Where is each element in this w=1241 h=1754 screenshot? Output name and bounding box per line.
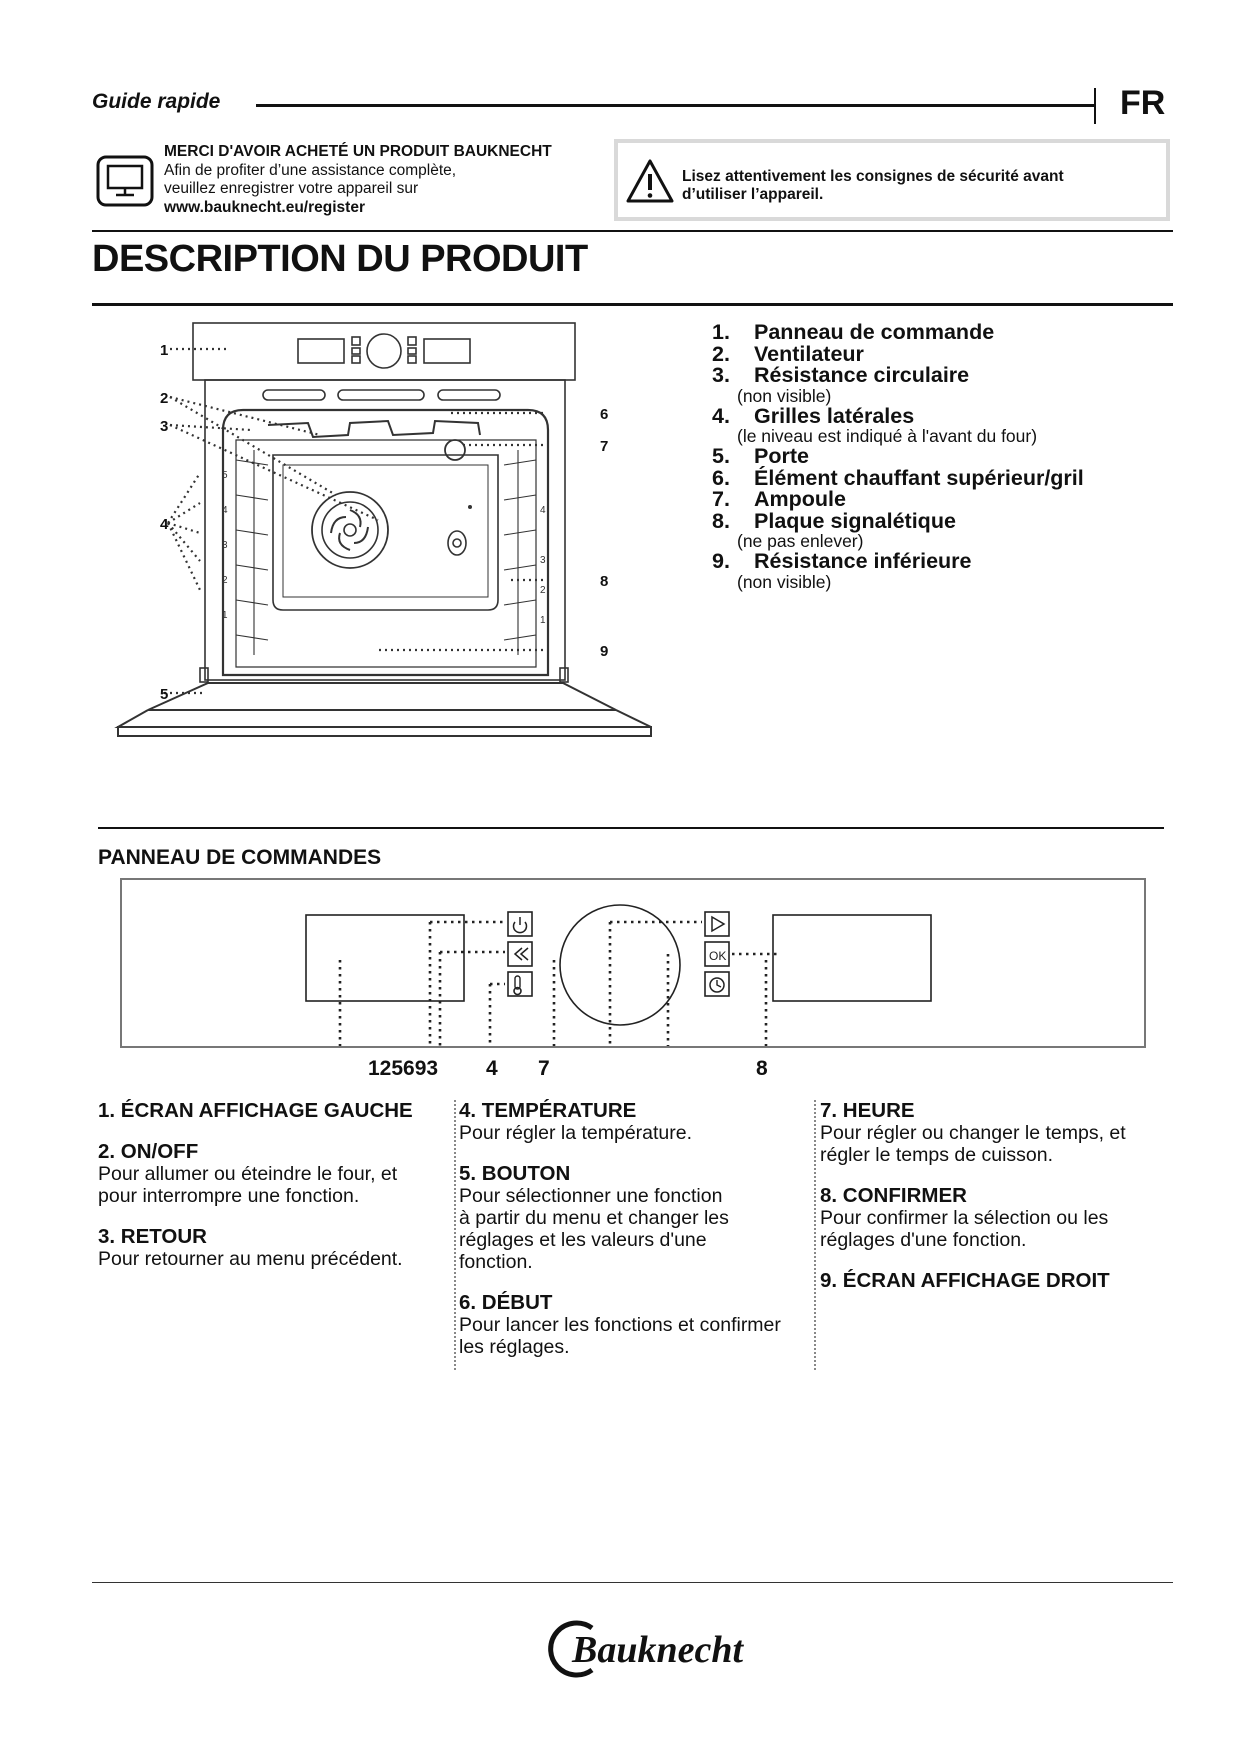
desc-title-1: 1. ÉCRAN AFFICHAGE GAUCHE <box>98 1099 413 1122</box>
description-column-3 <box>814 1100 1170 1370</box>
control-panel-title: PANNEAU DE COMMANDES <box>98 846 382 869</box>
oven-control-panel <box>193 323 575 380</box>
register-heading: MERCI D'AVOIR ACHETÉ UN PRODUIT BAUKNECHT <box>164 143 552 160</box>
desc-title-3: 3. RETOUR <box>98 1225 207 1248</box>
register-url[interactable]: www.bauknecht.eu/register <box>164 198 365 216</box>
selector-knob <box>560 905 680 1025</box>
desc-text-8a: Pour confirmer la sélection ou les <box>820 1207 1109 1229</box>
shelf-level-left-5: 5 <box>222 470 228 481</box>
diagram-label-5: 5 <box>160 686 169 703</box>
safety-warning-text <box>682 168 1152 204</box>
title-rule <box>92 303 1173 306</box>
header-rule <box>256 104 1094 107</box>
monitor-icon <box>96 155 154 207</box>
control-panel-diagram <box>120 878 1146 1048</box>
product-description-title: DESCRIPTION DU PRODUIT <box>92 238 588 280</box>
desc-text-4a: Pour régler la température. <box>459 1122 693 1144</box>
desc-text-5b: à partir du menu et changer les <box>459 1207 729 1229</box>
legend-number: 2. <box>712 341 730 366</box>
diagram-label-9: 9 <box>600 643 609 660</box>
legend-item-3 <box>712 365 1084 387</box>
legend-label: Grilles latérales <box>754 403 915 428</box>
legend-item-5 <box>712 446 1084 468</box>
desc-title-6: 6. DÉBUT <box>459 1291 553 1314</box>
desc-text-5d: fonction. <box>459 1251 533 1273</box>
legend-label: Ampoule <box>754 487 846 511</box>
register-line-2: Afin de profiter d’une assistance complète, <box>164 161 457 179</box>
shelf-level-right-3: 3 <box>540 555 546 566</box>
shelf-level-right-1: 1 <box>540 615 546 626</box>
legend-number: 4. <box>712 403 730 428</box>
language-code: FR <box>1120 84 1166 122</box>
legend-label: Panneau de commande <box>754 320 995 344</box>
desc-title-7: 7. HEURE <box>820 1099 915 1122</box>
shelf-level-right-2: 2 <box>540 585 546 596</box>
bauknecht-logo <box>548 1618 798 1680</box>
diagram-label-7: 7 <box>600 438 609 455</box>
legend-subtext: (non visible) <box>737 571 832 592</box>
legend-number: 3. <box>712 363 730 387</box>
desc-text-7b: régler le temps de cuisson. <box>820 1144 1054 1166</box>
header-tick <box>1094 88 1096 124</box>
legend-item-9 <box>712 551 1084 573</box>
legend-label: Plaque signalétique <box>754 508 956 533</box>
legend-number: 5. <box>712 444 730 468</box>
desc-text-8b: réglages d'une fonction. <box>820 1229 1027 1251</box>
legend-number: 1. <box>712 320 730 344</box>
callout-group-125693: 125693 <box>368 1057 439 1080</box>
warning-line-2: d’utiliser l’appareil. <box>682 186 824 203</box>
diagram-label-1: 1 <box>160 342 169 359</box>
diagram-label-2: 2 <box>160 390 169 407</box>
legend-number: 6. <box>712 465 730 490</box>
section-rule <box>92 230 1173 232</box>
product-legend <box>712 322 1084 592</box>
oven-diagram <box>88 315 698 775</box>
panel-callouts <box>0 1057 1241 1085</box>
desc-text-5c: réglages et les valeurs d'une <box>459 1229 707 1251</box>
register-line-3: veuillez enregistrer votre appareil sur <box>164 180 419 197</box>
legend-label: Ventilateur <box>754 341 864 366</box>
legend-subtext: (ne pas enlever) <box>737 531 864 551</box>
legend-subtext: (non visible) <box>737 385 832 406</box>
panel-section-rule <box>98 827 1164 829</box>
callout-7: 7 <box>538 1057 550 1080</box>
legend-item-2 <box>712 341 1084 366</box>
desc-text-7a: Pour régler ou changer le temps, et <box>820 1122 1126 1144</box>
warning-line-1: Lisez attentivement les consignes de sécurité avant <box>682 168 1064 185</box>
callout-4: 4 <box>486 1057 498 1080</box>
diagram-label-4: 4 <box>160 516 169 533</box>
right-display <box>773 915 931 1001</box>
warning-triangle-icon <box>625 158 675 204</box>
diagram-label-6: 6 <box>600 406 609 423</box>
legend-item-7 <box>712 489 1084 511</box>
desc-text-6a: Pour lancer les fonctions et confirmer <box>459 1314 781 1336</box>
logo-text: Bauknecht <box>572 1629 744 1671</box>
callout-8: 8 <box>756 1057 768 1080</box>
desc-text-2a: Pour allumer ou éteindre le four, et <box>98 1163 398 1185</box>
shelf-level-left-3: 3 <box>222 540 228 551</box>
legend-label: Résistance inférieure <box>754 549 972 573</box>
diagram-label-8: 8 <box>600 573 609 590</box>
guide-title: Guide rapide <box>92 90 221 113</box>
register-text <box>164 143 552 217</box>
legend-item-8 <box>712 508 1084 533</box>
shelf-level-left-4: 4 <box>222 505 228 516</box>
desc-text-5a: Pour sélectionner une fonction <box>459 1185 723 1207</box>
shelf-level-left-1: 1 <box>222 610 228 621</box>
legend-item-1 <box>712 322 1084 344</box>
legend-number: 9. <box>712 549 730 573</box>
legend-label: Porte <box>754 444 809 468</box>
desc-text-6b: les réglages. <box>459 1336 570 1358</box>
diagram-label-3: 3 <box>160 418 169 435</box>
ok-label: OK <box>709 949 727 963</box>
legend-number: 8. <box>712 508 730 533</box>
desc-title-4: 4. TEMPÉRATURE <box>459 1099 637 1122</box>
description-column-2 <box>454 1100 819 1370</box>
legend-number: 7. <box>712 487 730 511</box>
legend-label: Élément chauffant supérieur/gril <box>754 465 1084 490</box>
desc-title-2: 2. ON/OFF <box>98 1140 199 1163</box>
legend-subtext: (le niveau est indiqué à l'avant du four) <box>737 426 1038 446</box>
shelf-level-right-4: 4 <box>540 505 546 516</box>
legend-item-4 <box>712 403 1084 428</box>
desc-text-3a: Pour retourner au menu précédent. <box>98 1248 403 1270</box>
footer-rule <box>92 1582 1173 1583</box>
description-column-1 <box>98 1100 438 1270</box>
desc-title-8: 8. CONFIRMER <box>820 1184 967 1207</box>
shelf-level-left-2: 2 <box>222 575 228 586</box>
legend-label: Résistance circulaire <box>754 363 970 387</box>
legend-item-6 <box>712 465 1084 490</box>
desc-title-9: 9. ÉCRAN AFFICHAGE DROIT <box>820 1269 1110 1292</box>
desc-title-5: 5. BOUTON <box>459 1162 571 1185</box>
desc-text-2b: pour interrompre une fonction. <box>98 1185 360 1207</box>
